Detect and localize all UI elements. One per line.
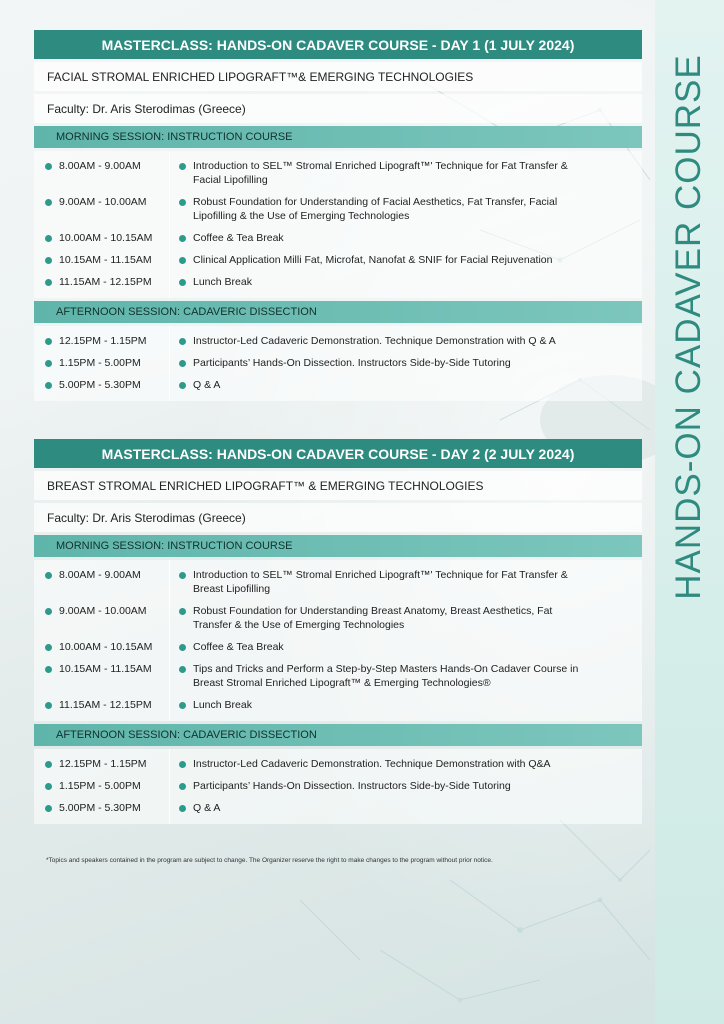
schedule-row <box>34 564 642 600</box>
time-slot: 11.15AM - 12.15PM <box>59 699 152 711</box>
bullet-icon <box>179 360 186 367</box>
day-2-morning-title: MORNING SESSION: INSTRUCTION COURSE <box>34 535 642 557</box>
day-2-faculty: Faculty: Dr. Aris Sterodimas (Greece) <box>34 503 642 532</box>
session-topic: Introduction to SEL™ Stromal Enriched Lipograft™' Technique for Fat Transfer & Facial Lipofilling <box>193 160 568 186</box>
bullet-icon <box>45 761 52 768</box>
time-slot: 12.15PM - 1.15PM <box>59 335 147 347</box>
day-1-header: MASTERCLASS: HANDS-ON CADAVER COURSE - DAY 1 (1 JULY 2024) <box>34 30 642 59</box>
day-1-afternoon-title: AFTERNOON SESSION: CADAVERIC DISSECTION <box>34 301 642 323</box>
time-slot: 5.00PM - 5.30PM <box>59 802 141 814</box>
bullet-icon <box>179 572 186 579</box>
day-2-afternoon-title: AFTERNOON SESSION: CADAVERIC DISSECTION <box>34 724 642 746</box>
schedule-row <box>34 249 642 271</box>
session-topic: Introduction to SEL™ Stromal Enriched Lipograft™' Technique for Fat Transfer & Breast Lipofilling <box>193 569 568 595</box>
schedule-row <box>34 374 642 396</box>
session-topic: Tips and Tricks and Perform a Step-by-Step Masters Hands-On Cadaver Course in Breast Stromal Enriched Lipograft™ & Emerging Technologies® <box>193 663 579 689</box>
day-2-section <box>34 439 642 824</box>
bullet-icon <box>45 199 52 206</box>
session-topic: Coffee & Tea Break <box>193 232 284 244</box>
bullet-icon <box>179 666 186 673</box>
bullet-icon <box>179 235 186 242</box>
day-1-subtitle: FACIAL STROMAL ENRICHED LIPOGRAFT™& EMERGING TECHNOLOGIES <box>34 62 642 91</box>
bullet-icon <box>179 644 186 651</box>
time-slot: 10.00AM - 10.15AM <box>59 232 153 244</box>
time-slot: 5.00PM - 5.30PM <box>59 379 141 391</box>
day-1-morning-schedule <box>34 151 642 298</box>
day-1-faculty: Faculty: Dr. Aris Sterodimas (Greece) <box>34 94 642 123</box>
time-slot: 8.00AM - 9.00AM <box>59 160 141 172</box>
bullet-icon <box>179 257 186 264</box>
bullet-icon <box>179 761 186 768</box>
time-slot: 11.15AM - 12.15PM <box>59 276 152 288</box>
schedule-row <box>34 658 642 694</box>
bullet-icon <box>179 608 186 615</box>
time-slot: 1.15PM - 5.00PM <box>59 780 141 792</box>
day-2-morning-schedule <box>34 560 642 721</box>
bullet-icon <box>45 644 52 651</box>
session-topic: Q & A <box>193 379 221 391</box>
time-slot: 1.15PM - 5.00PM <box>59 357 141 369</box>
schedule-row <box>34 191 642 227</box>
schedule-row <box>34 694 642 716</box>
bullet-icon <box>179 279 186 286</box>
bullet-icon <box>45 163 52 170</box>
bullet-icon <box>179 338 186 345</box>
bullet-icon <box>179 702 186 709</box>
bullet-icon <box>45 702 52 709</box>
session-topic: Lunch Break <box>193 276 252 288</box>
day-2-afternoon-schedule <box>34 749 642 824</box>
time-slot: 9.00AM - 10.00AM <box>59 605 147 617</box>
session-topic: Clinical Application Milli Fat, Microfat, Nanofat & SNIF for Facial Rejuvenation <box>193 254 553 266</box>
schedule-row <box>34 753 642 775</box>
schedule-row <box>34 636 642 658</box>
bullet-icon <box>45 338 52 345</box>
bullet-icon <box>179 783 186 790</box>
time-slot: 8.00AM - 9.00AM <box>59 569 141 581</box>
time-slot: 9.00AM - 10.00AM <box>59 196 147 208</box>
schedule-row <box>34 227 642 249</box>
bullet-icon <box>179 805 186 812</box>
bullet-icon <box>45 572 52 579</box>
bullet-icon <box>45 805 52 812</box>
session-topic: Instructor-Led Cadaveric Demonstration. Technique Demonstration with Q & A <box>193 335 556 347</box>
session-topic: Q & A <box>193 802 221 814</box>
side-title: HANDS-ON CADAVER COURSE <box>669 54 708 600</box>
time-slot: 12.15PM - 1.15PM <box>59 758 147 770</box>
day-1-section <box>34 30 642 401</box>
program-content <box>34 30 642 862</box>
day-2-subtitle: BREAST STROMAL ENRICHED LIPOGRAFT™ & EMERGING TECHNOLOGIES <box>34 471 642 500</box>
bullet-icon <box>179 382 186 389</box>
session-topic: Participants’ Hands-On Dissection. Instructors Side-by-Side Tutoring <box>193 780 511 792</box>
schedule-row <box>34 271 642 293</box>
bullet-icon <box>45 608 52 615</box>
bullet-icon <box>45 235 52 242</box>
schedule-row <box>34 330 642 352</box>
time-slot: 10.15AM - 11.15AM <box>59 254 152 266</box>
session-topic: Coffee & Tea Break <box>193 641 284 653</box>
bullet-icon <box>45 279 52 286</box>
disclaimer-footnote: *Topics and speakers contained in the program are subject to change. The Organizer reserve the right to make changes to the program without prior notice. <box>46 857 493 864</box>
bullet-icon <box>45 783 52 790</box>
day-2-header: MASTERCLASS: HANDS-ON CADAVER COURSE - DAY 2 (2 JULY 2024) <box>34 439 642 468</box>
day-1-afternoon-schedule <box>34 326 642 401</box>
schedule-row <box>34 155 642 191</box>
time-slot: 10.00AM - 10.15AM <box>59 641 153 653</box>
session-topic: Robust Foundation for Understanding of Facial Aesthetics, Fat Transfer, Facial Lipofilling & the Use of Emerging Technologies <box>193 196 558 222</box>
schedule-row <box>34 352 642 374</box>
bullet-icon <box>45 360 52 367</box>
session-topic: Instructor-Led Cadaveric Demonstration. Technique Demonstration with Q&A <box>193 758 551 770</box>
schedule-row <box>34 797 642 819</box>
bullet-icon <box>45 666 52 673</box>
session-topic: Participants’ Hands-On Dissection. Instructors Side-by-Side Tutoring <box>193 357 511 369</box>
bullet-icon <box>45 382 52 389</box>
bullet-icon <box>45 257 52 264</box>
bullet-icon <box>179 199 186 206</box>
schedule-row <box>34 600 642 636</box>
schedule-row <box>34 775 642 797</box>
session-topic: Lunch Break <box>193 699 252 711</box>
time-slot: 10.15AM - 11.15AM <box>59 663 152 675</box>
session-topic: Robust Foundation for Understanding Breast Anatomy, Breast Aesthetics, Fat Transfer & the Use of Emerging Technologies <box>193 605 553 631</box>
bullet-icon <box>179 163 186 170</box>
day-1-morning-title: MORNING SESSION: INSTRUCTION COURSE <box>34 126 642 148</box>
